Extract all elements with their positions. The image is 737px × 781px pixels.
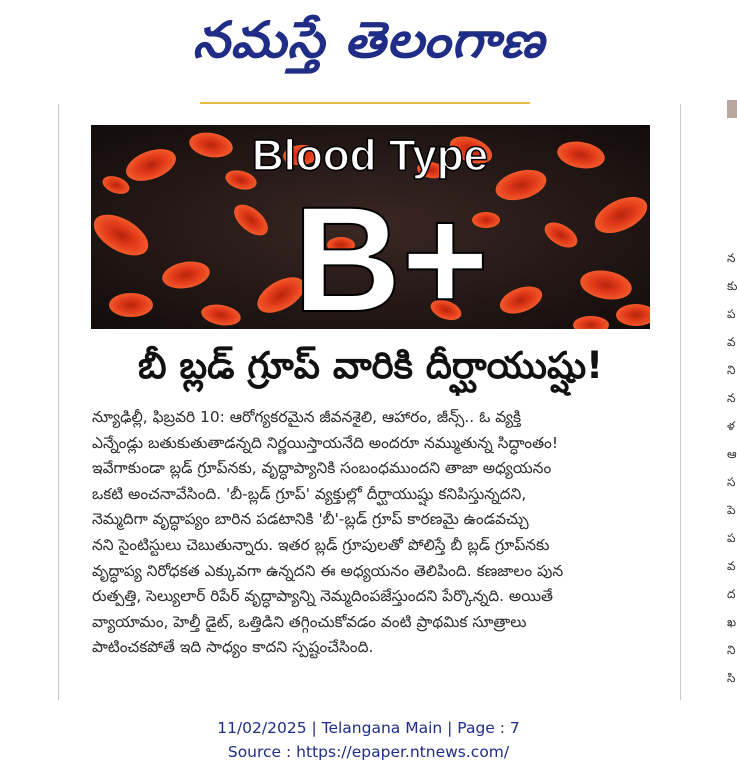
image-title: Blood Type [251, 131, 489, 180]
masthead-divider [200, 102, 530, 104]
adjacent-glyph: ళ [727, 420, 735, 432]
adjacent-glyph: పె [727, 504, 736, 516]
blood-cells-illustration [91, 125, 650, 329]
article-line: నెమ్మదిగా వృద్ధాప్యం బారిన పడటానికి 'బీ'-బ్లడ్ గ్రూప్ కారణమై ఉండవచ్చు [92, 510, 529, 529]
article-line: ఎన్నేండ్లు బతుకుతుతాడన్నది నిర్ణయిస్తాయనేది అందరూ నమ్ముతున్న సిద్ధాంతం! [92, 433, 559, 452]
footer-source-line[interactable]: Source : https://epaper.ntnews.com/ [227, 743, 510, 761]
adjacent-glyph: ఆ [727, 448, 737, 460]
adjacent-glyph: ప [727, 532, 736, 544]
adjacent-glyph: సి [727, 672, 736, 684]
adjacent-glyph: స [727, 476, 736, 488]
adjacent-glyph: న [727, 392, 736, 404]
column-rule-right [680, 104, 681, 700]
adjacent-glyph: కు [727, 280, 737, 292]
article-line: నని సైంటిస్టులు చెబుతున్నారు. ఇతర బ్లడ్ గ్రూపులతో పోలిస్తే బీ బ్లడ్ గ్రూప్‌నకు [92, 535, 550, 554]
adjacent-glyph: న [727, 252, 736, 264]
column-rule-left [58, 104, 59, 700]
article-headline: బీ బ్లడ్ గ్రూప్ వారికి దీర్ఘాయుష్షు! [137, 344, 604, 387]
adjacent-thumbnail [727, 100, 737, 118]
footer-date-line: 11/02/2025 | Telangana Main | Page : 7 [217, 719, 520, 737]
article-body [92, 405, 652, 661]
article-line: వృద్ధాప్య నిరోధకత ఎక్కువగా ఉన్నదని ఈ అధ్యయనం తెలిపింది. కణజాలం పున [92, 561, 564, 580]
masthead [0, 0, 737, 92]
article-line: ఒకటి అంచనావేసింది. 'బీ-బ్లడ్ గ్రూప్' వ్యక్తుల్లో దీర్ఘాయుష్షు కనిపిస్తున్నదని, [92, 484, 527, 503]
source-footer [0, 716, 737, 764]
adjacent-glyph: ని [727, 644, 736, 656]
adjacent-glyph: వ [727, 336, 736, 348]
article-line: పాటించకపోతే ఇది సాధ్యం కాదని స్పష్టంచేసింది. [92, 638, 374, 657]
article-line: వ్యాయామం, హెల్తీ డైట్, ఒత్తిడిని తగ్గించుకోవడం వంటి ప్రాథమిక సూత్రాలు [92, 612, 527, 631]
blood-cell [109, 293, 153, 317]
adjacent-glyph: ని [727, 364, 736, 376]
adjacent-article-strip [727, 100, 737, 700]
adjacent-glyph: ద [727, 588, 736, 600]
adjacent-glyph: ఖ [727, 616, 737, 628]
article-line: ఇవేగాకుండా బ్లడ్ గ్రూప్‌నకు, వృద్ధాప్యానికి సంబంధముందని తాజా అధ్యయనం [92, 459, 552, 478]
article-line: న్యూఢిల్లీ, ఫిబ్రవరి 10: ఆరోగ్యకరమైన జీవనశైలి, ఆహారం, జీన్స్.. ఓ వ్యక్తి [92, 408, 522, 426]
blood-type-image [91, 125, 650, 329]
adjacent-glyph: వ [727, 560, 736, 572]
article-line: రుత్పత్తి, సెల్యులార్ రిపేర్ వృద్ధాప్యాన్ని నెమ్మదింపజేస్తుందని పేర్కొన్నది. అయితే [92, 587, 554, 606]
masthead-title: నమస్తే తెలంగాణ [192, 10, 545, 69]
adjacent-glyph: ప [727, 308, 736, 320]
image-blood-type: B+ [293, 175, 489, 329]
